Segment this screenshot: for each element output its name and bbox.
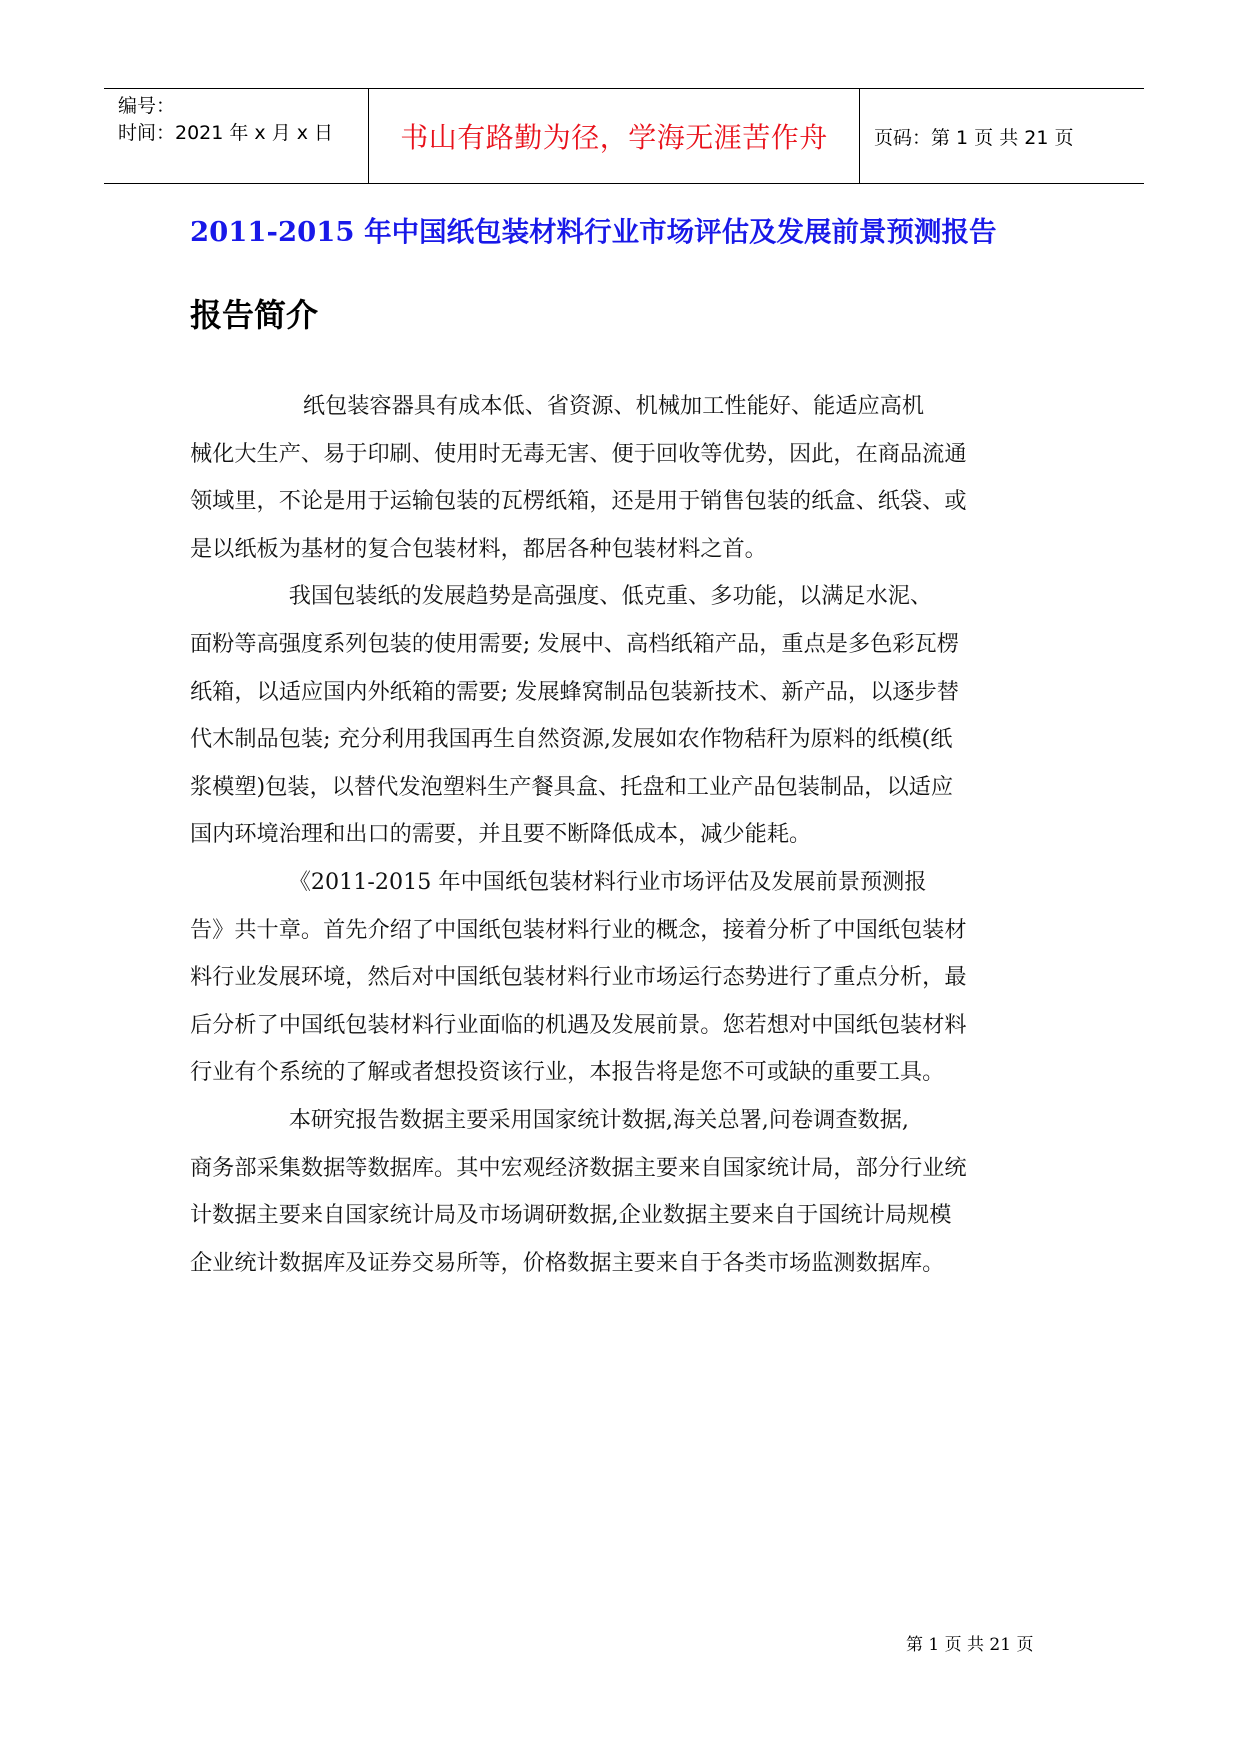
- motto-text: 书山有路勤为径，学海无涯苦作舟: [400, 121, 828, 154]
- body-line: 告》共十章。首先介绍了中国纸包装材料行业的概念，接着分析了中国纸包装材: [190, 916, 967, 943]
- body-line: 企业统计数据库及证券交易所等，价格数据主要来自于各类市场监测数据库。: [190, 1249, 945, 1276]
- body-line: 《2011-2015 年中国纸包装材料行业市场评估及发展前景预测报: [190, 868, 927, 895]
- body-line: 纸箱，以适应国内外纸箱的需要; 发展蜂窝制品包装新技术、新产品，以逐步替: [190, 678, 959, 705]
- header-meta-cell: [104, 89, 369, 183]
- body-line: 面粉等高强度系列包装的使用需要; 发展中、高档纸箱产品，重点是多色彩瓦楞: [190, 630, 959, 657]
- body-line: 国内环境治理和出口的需要，并且要不断降低成本，减少能耗。: [190, 821, 812, 848]
- page-footer: 第 1 页 共 21 页: [906, 1635, 1034, 1655]
- time-label: 时间：2021 年 x 月 x 日: [118, 122, 334, 144]
- body-line: 本研究报告数据主要采用国家统计数据,海关总署,问卷调查数据,: [190, 1106, 909, 1133]
- body-line: 商务部采集数据等数据库。其中宏观经济数据主要来自国家统计局，部分行业统: [190, 1154, 967, 1181]
- page-info-cell: [860, 89, 1144, 183]
- body-line: 浆模塑)包装，以替代发泡塑料生产餐具盒、托盘和工业产品包装制品，以适应: [190, 773, 954, 800]
- report-body: [190, 383, 1070, 1287]
- body-line: 我国包装纸的发展趋势是高强度、低克重、多功能，以满足水泥、: [190, 583, 933, 610]
- body-line: 料行业发展环境，然后对中国纸包装材料行业市场运行态势进行了重点分析，最: [190, 964, 967, 991]
- section-heading: 报告简介: [190, 296, 319, 334]
- document-header-table: [104, 88, 1144, 184]
- body-line: 代木制品包装; 充分利用我国再生自然资源,发展如农作物秸秆为原料的纸模(纸: [190, 726, 953, 753]
- number-label: 编号：: [118, 95, 176, 117]
- body-line: 行业有个系统的了解或者想投资该行业，本报告将是您不可或缺的重要工具。: [190, 1059, 945, 1086]
- report-title: 2011-2015 年中国纸包装材料行业市场评估及发展前景预测报告: [190, 216, 997, 248]
- motto-cell: [369, 89, 860, 183]
- body-line: 械化大生产、易于印刷、使用时无毒无害、便于回收等优势，因此，在商品流通: [190, 440, 967, 467]
- body-line: 领域里，不论是用于运输包装的瓦楞纸箱，还是用于销售包装的纸盒、纸袋、或: [190, 488, 967, 515]
- page-label: 页码：第 1 页 共 21 页: [874, 126, 1074, 149]
- body-line: 是以纸板为基材的复合包装材料，都居各种包装材料之首。: [190, 535, 767, 562]
- body-line: 纸包装容器具有成本低、省资源、机械加工性能好、能适应高机: [190, 393, 925, 419]
- body-line: 后分析了中国纸包装材料行业面临的机遇及发展前景。您若想对中国纸包装材料: [190, 1011, 967, 1038]
- body-line: 计数据主要来自国家统计局及市场调研数据,企业数据主要来自于国统计局规模: [190, 1202, 952, 1229]
